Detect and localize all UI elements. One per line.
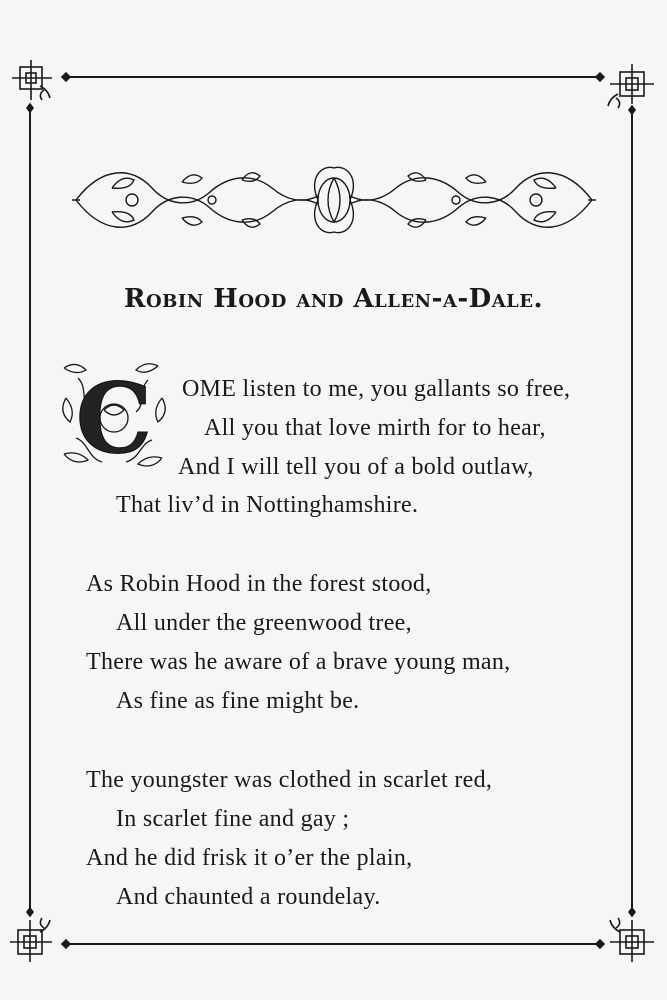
stanza-2-line-2: All under the greenwood tree, bbox=[116, 610, 412, 636]
corner-ornament-bottom-right bbox=[596, 908, 654, 962]
corner-ornament-top-left bbox=[12, 60, 70, 112]
stanza-3-line-2: In scarlet fine and gay ; bbox=[116, 806, 350, 832]
corner-ornament-bottom-left bbox=[10, 908, 70, 962]
stanza-3-line-3: And he did frisk it o’er the plain, bbox=[86, 845, 413, 871]
stanza-1-line-4: That liv’d in Nottinghamshire. bbox=[116, 492, 419, 518]
stanza-2-line-3: There was he aware of a brave young man, bbox=[86, 649, 511, 675]
dropcap-ornament bbox=[58, 358, 170, 478]
stanza-1-line-1: OME listen to me, you gallants so free, bbox=[182, 376, 571, 402]
corner-ornament-top-right bbox=[596, 64, 654, 114]
stanza-2-line-1: As Robin Hood in the forest stood, bbox=[86, 571, 432, 597]
poem-title: Robin Hood and Allen-a-Dale. bbox=[123, 284, 544, 314]
stanza-1-line-3: And I will tell you of a bold outlaw, bbox=[178, 454, 534, 480]
header-ornament-band bbox=[72, 158, 596, 242]
stanza-3-line-4: And chaunted a roundelay. bbox=[116, 884, 381, 910]
stanza-1-line-2: All you that love mirth for to hear, bbox=[204, 415, 546, 441]
stanza-3-line-1: The youngster was clothed in scarlet red, bbox=[86, 767, 493, 793]
dropcap-letter: C bbox=[75, 361, 153, 475]
stanza-2-line-4: As fine as fine might be. bbox=[116, 688, 360, 714]
